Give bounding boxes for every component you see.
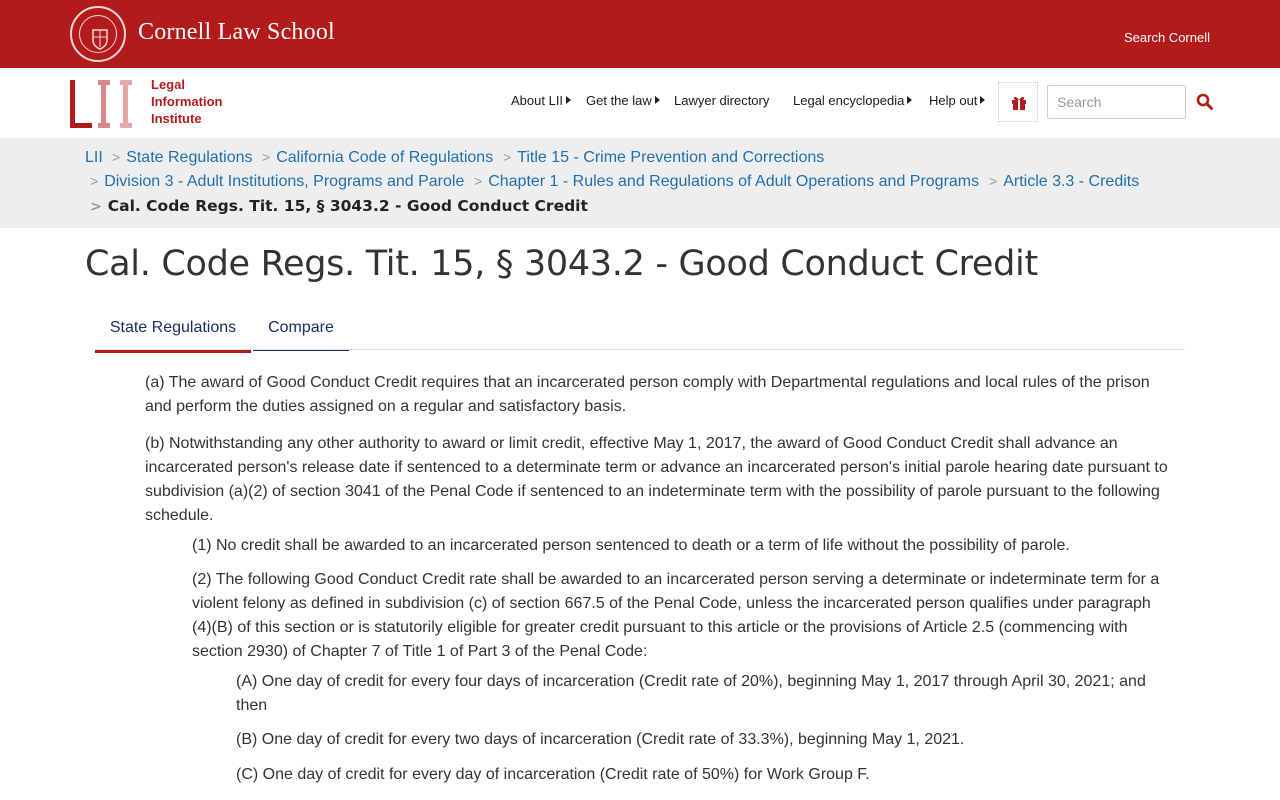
- breadcrumb-state-regulations[interactable]: > State Regulations: [112, 149, 253, 166]
- nav-get-the-law[interactable]: Get the law: [586, 93, 660, 113]
- donate-button[interactable]: [998, 82, 1038, 122]
- paragraph-a: (a) The award of Good Conduct Credit requires that an incarcerated person comply with Departmental regulations and local rules of the prison and perform the duties assigned on a regular and satisfactory basis.: [145, 374, 1150, 415]
- search-icon[interactable]: [1196, 93, 1214, 111]
- breadcrumb-division-3[interactable]: > Division 3 - Adult Institutions, Programs and Parole: [90, 173, 465, 190]
- page-title: Cal. Code Regs. Tit. 15, § 3043.2 - Good Conduct Credit: [85, 244, 1038, 284]
- cornell-seal-icon[interactable]: [70, 6, 126, 62]
- caret-right-icon: [980, 96, 985, 104]
- lii-logo-text[interactable]: Legal Information Institute: [151, 77, 223, 126]
- breadcrumb-title-15[interactable]: > Title 15 - Crime Prevention and Corrections: [503, 149, 825, 166]
- breadcrumb-chapter-1[interactable]: > Chapter 1 - Rules and Regulations of Adult Operations and Programs: [474, 173, 980, 190]
- lii-logo-icon[interactable]: [70, 76, 150, 132]
- paragraph-b1: (1) No credit shall be awarded to an incarcerated person sentenced to death or a term of life without the possibility of parole.: [192, 537, 1070, 554]
- search-input[interactable]: [1047, 85, 1186, 119]
- gift-icon: [1011, 95, 1027, 111]
- tab-compare[interactable]: Compare: [253, 310, 349, 351]
- breadcrumb-article-3-3[interactable]: > Article 3.3 - Credits: [989, 173, 1140, 190]
- nav-help-out[interactable]: Help out: [929, 93, 985, 113]
- cornell-law-school-logo[interactable]: Cornell Law School: [138, 19, 335, 45]
- caret-right-icon: [655, 96, 660, 104]
- paragraph-b2: (2) The following Good Conduct Credit rate shall be awarded to an incarcerated person serving a determinate or indeterminate term for a violent felony as defined in subdivision (c) of section 667.5 of the Penal Code, unless the incarcerated person qualifies under paragraph (4)(B) of this section or is statutorily eligible for greater credit pursuant to this article or the provisions of Article 2.5 (commencing with section 2930) of Chapter 7 of Title 1 of Part 3 of the Penal Code:: [192, 571, 1160, 660]
- lii-header: [0, 68, 1280, 138]
- caret-right-icon: [907, 96, 912, 104]
- breadcrumb-california-code[interactable]: > California Code of Regulations: [262, 149, 494, 166]
- paragraph-b: (b) Notwithstanding any other authority to award or limit credit, effective May 1, 2017, the award of Good Conduct Credit shall advance an incarcerated person's release date if sentenced to a determinate term or advance an incarcerated person's initial parole hearing date pursuant to subdivision (a)(2) of section 3041 of the Penal Code if sentenced to an indeterminate term with the possibility of parole pursuant to the following schedule.: [145, 435, 1168, 524]
- breadcrumb-lii[interactable]: LII: [85, 149, 103, 166]
- paragraph-b2b: (B) One day of credit for every two days of incarceration (Credit rate of 33.3%), beginning May 1, 2021.: [236, 731, 965, 748]
- nav-about-lii[interactable]: About LII: [511, 93, 571, 113]
- nav-lawyer-directory[interactable]: Lawyer directory: [674, 93, 770, 108]
- search-cornell-link[interactable]: Search Cornell: [1124, 30, 1210, 45]
- breadcrumb-current: > Cal. Code Regs. Tit. 15, § 3043.2 - Good Conduct Credit: [90, 197, 588, 215]
- tab-state-regulations[interactable]: State Regulations: [95, 310, 251, 353]
- nav-legal-encyclopedia[interactable]: Legal encyclopedia: [793, 93, 912, 113]
- paragraph-b2c: (C) One day of credit for every day of incarceration (Credit rate of 50%) for Work Group F.: [236, 766, 870, 783]
- cornell-header: [0, 0, 1280, 68]
- paragraph-b2a: (A) One day of credit for every four days of incarceration (Credit rate of 20%), beginning May 1, 2017 through April 30, 2021; and then: [236, 673, 1146, 714]
- caret-right-icon: [566, 96, 571, 104]
- breadcrumb: [0, 138, 1280, 228]
